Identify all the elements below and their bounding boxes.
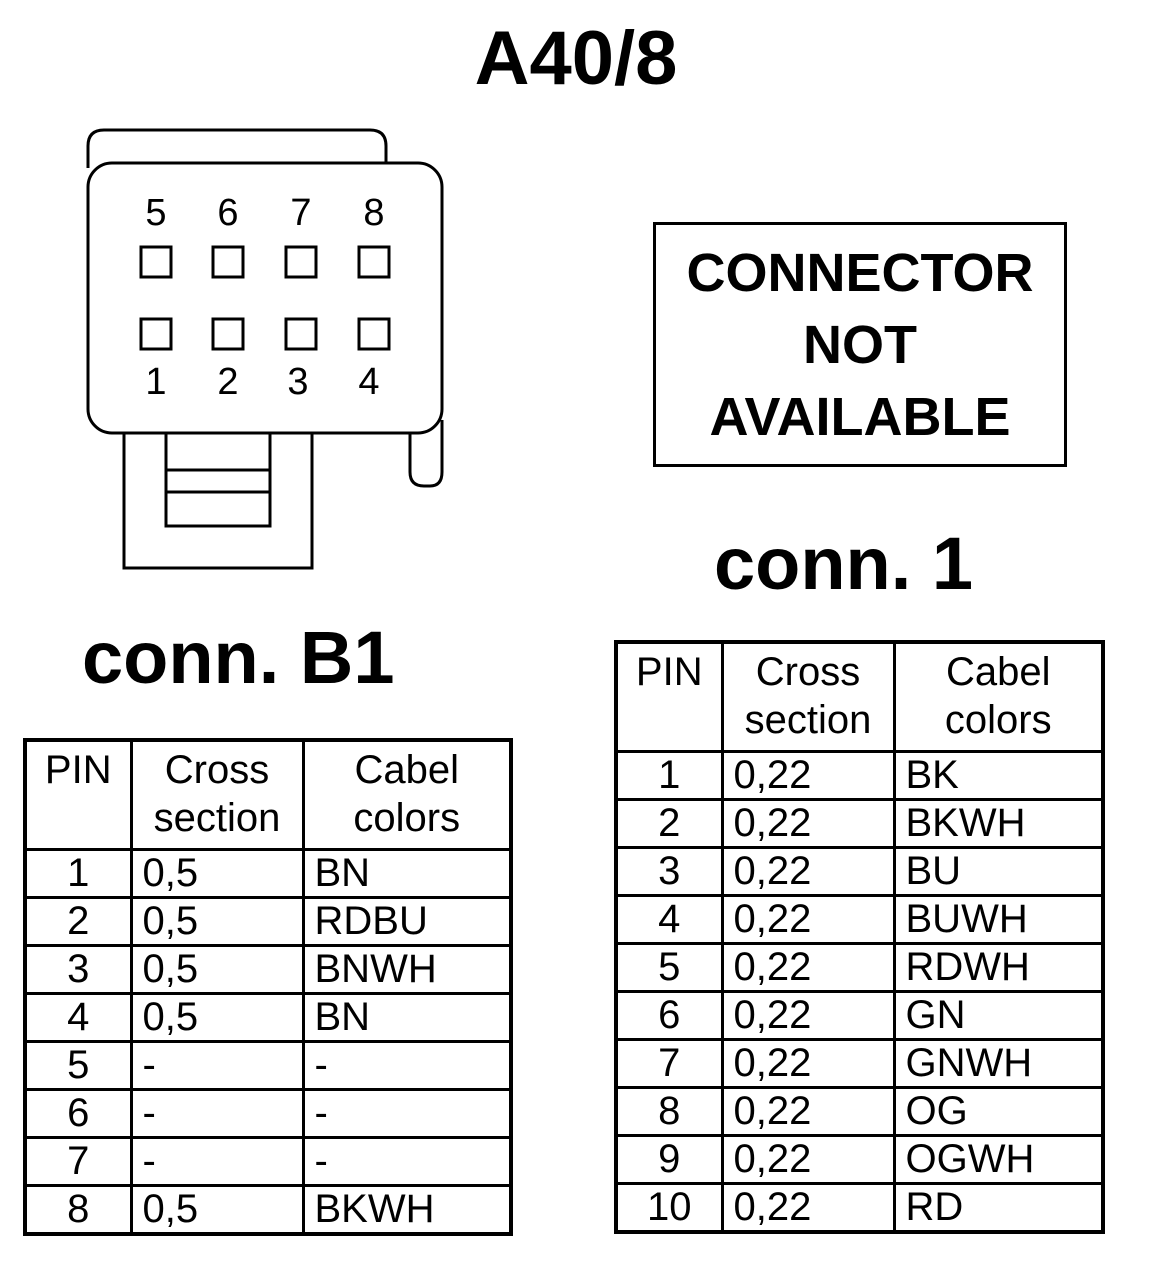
table-row [616,848,1103,896]
pin-label: 1 [145,361,167,403]
table-row [25,1042,511,1090]
cross-section-cell: 0,22 [722,1040,894,1088]
cabel-color-cell: BKWH [303,1186,511,1235]
pin-cell: 8 [616,1088,722,1136]
cross-section-cell: 0,22 [722,752,894,800]
pin-label: 6 [217,192,239,234]
pin-label: 8 [363,192,385,234]
pin-label: 5 [145,192,167,234]
page-title: A40/8 [474,16,678,101]
table-row [25,850,511,898]
pin-cell: 10 [616,1184,722,1233]
pin-label: 3 [287,361,309,403]
pin-cell: 3 [616,848,722,896]
cross-section-cell: 0,22 [722,1088,894,1136]
cross-section-cell: 0,22 [722,800,894,848]
conn-b1-heading: conn. B1 [82,616,395,699]
cabel-color-cell: GNWH [894,1040,1103,1088]
pin-label: 4 [358,361,380,403]
cross-section-cell: 0,22 [722,944,894,992]
column-header-cross-section: Cross section [131,740,303,850]
conn-b1-table [23,738,513,1236]
table-row [616,1040,1103,1088]
pin-cell: 1 [25,850,131,898]
cabel-color-cell: - [303,1090,511,1138]
cabel-color-cell: RD [894,1184,1103,1233]
cabel-color-cell: BNWH [303,946,511,994]
table-row [25,1090,511,1138]
cross-section-cell: 0,22 [722,848,894,896]
pin-cell: 7 [616,1040,722,1088]
column-header-cabel-colors: Cabel colors [894,642,1103,752]
pin-cell: 2 [25,898,131,946]
cross-section-cell: 0,5 [131,946,303,994]
cabel-color-cell: RDBU [303,898,511,946]
table-row [25,898,511,946]
cross-section-cell: - [131,1090,303,1138]
cabel-color-cell: BN [303,850,511,898]
cabel-color-cell: BU [894,848,1103,896]
cross-section-cell: 0,5 [131,898,303,946]
table-row [25,994,511,1042]
notice-line: AVAILABLE [709,386,1011,447]
cabel-color-cell: BKWH [894,800,1103,848]
table-row [616,1088,1103,1136]
notice-line: CONNECTOR [686,242,1034,303]
conn-1-table [614,640,1105,1234]
pin-label: 7 [290,192,312,234]
pin-cell: 2 [616,800,722,848]
cabel-color-cell: OG [894,1088,1103,1136]
table-row [25,1186,511,1235]
pin-label: 2 [217,361,239,403]
cabel-color-cell: - [303,1042,511,1090]
cabel-color-cell: OGWH [894,1136,1103,1184]
column-header-cross-section: Cross section [722,642,894,752]
pin-cell: 9 [616,1136,722,1184]
table-header-row [616,642,1103,752]
pin-cell: 7 [25,1138,131,1186]
table-row [616,944,1103,992]
conn-1-heading: conn. 1 [714,522,974,605]
cabel-color-cell: BN [303,994,511,1042]
column-header-cabel-colors: Cabel colors [303,740,511,850]
pin-cell: 5 [616,944,722,992]
cabel-color-cell: - [303,1138,511,1186]
cabel-color-cell: RDWH [894,944,1103,992]
table-row [616,1184,1103,1233]
pin-cell: 4 [616,896,722,944]
cross-section-cell: 0,22 [722,992,894,1040]
pin-cell: 4 [25,994,131,1042]
cross-section-cell: 0,5 [131,994,303,1042]
table-row [616,800,1103,848]
cross-section-cell: 0,5 [131,850,303,898]
cross-section-cell: 0,22 [722,896,894,944]
table-header-row [25,740,511,850]
cross-section-cell: 0,22 [722,1136,894,1184]
pin-cell: 3 [25,946,131,994]
pin-cell: 6 [25,1090,131,1138]
table-row [25,1138,511,1186]
connector-not-available-box [653,222,1067,467]
cross-section-cell: - [131,1042,303,1090]
table-row [616,992,1103,1040]
table-row [616,1136,1103,1184]
table-row [616,896,1103,944]
cabel-color-cell: BK [894,752,1103,800]
pin-cell: 8 [25,1186,131,1235]
pin-cell: 1 [616,752,722,800]
column-header-pin: PIN [616,642,722,752]
table-row [616,752,1103,800]
column-header-pin: PIN [25,740,131,850]
notice-line: NOT [803,314,917,375]
cross-section-cell: 0,5 [131,1186,303,1235]
pin-cell: 5 [25,1042,131,1090]
cross-section-cell: 0,22 [722,1184,894,1233]
cabel-color-cell: BUWH [894,896,1103,944]
pin-cell: 6 [616,992,722,1040]
cross-section-cell: - [131,1138,303,1186]
connector-tab [124,430,312,568]
cabel-color-cell: GN [894,992,1103,1040]
table-row [25,946,511,994]
connector-body [88,163,442,433]
